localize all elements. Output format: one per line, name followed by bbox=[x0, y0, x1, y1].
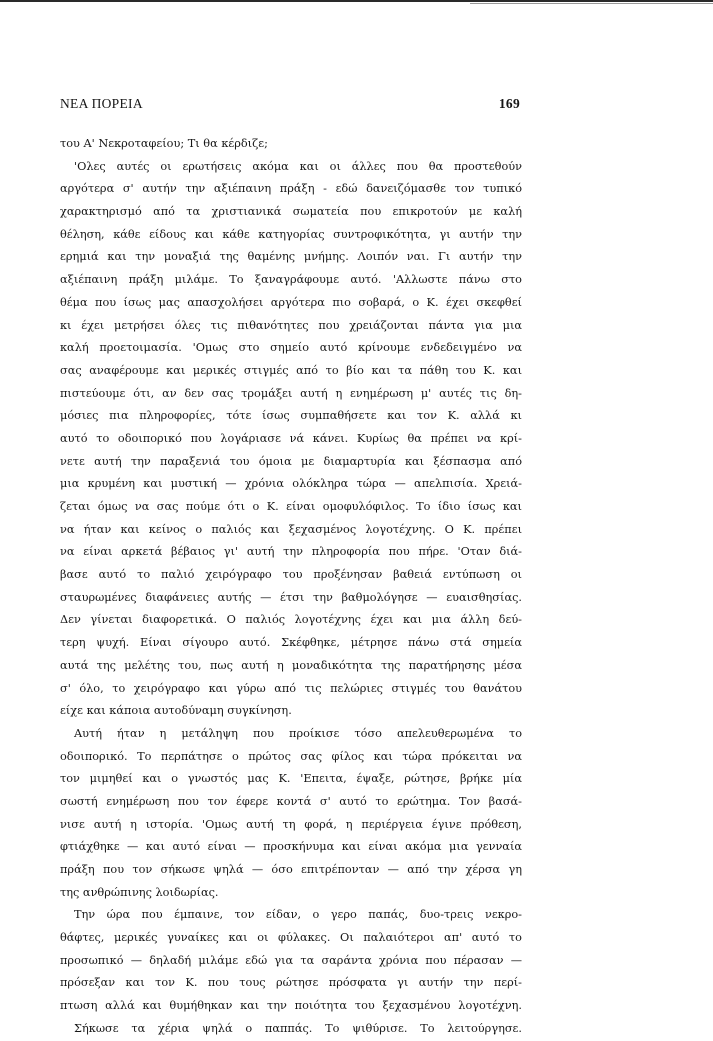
text-line: πράξη που τον σήκωσε ψηλά — όσο επιτρέπονταν — από την χέρσα γη bbox=[60, 863, 522, 876]
text-line: Αυτή ήταν η μετάληψη που προίκισε τόσο απελευθερωμένα το bbox=[74, 726, 522, 740]
text-line: να είναι αρκετά βέβαιος γι' αυτή την πληροφορία που πήρε. 'Οταν διά- bbox=[60, 545, 522, 559]
text-line: χαρακτηρισμό από τα χριστιανικά σωματεία που επικροτούν με καλή bbox=[60, 205, 522, 219]
page-number: 169 bbox=[498, 96, 520, 111]
text-line: Σήκωσε τα χέρια ψηλά ο παππάς. Το ψιθύρισε. Το λειτούργησε. bbox=[74, 1021, 522, 1035]
text-line: καλή προετοιμασία. 'Ομως στο σημείο αυτό κρίνουμε ενδεδειγμένο να bbox=[60, 341, 522, 355]
text-line: σωστή ενημέρωση που τον έφερε κοντά σ' αυτό το ερώτημα. Τον βασά- bbox=[60, 794, 522, 808]
text-line: θάφτες, μερικές γυναίκες και οι φύλακες. Οι παλαιότεροι απ' αυτό το bbox=[60, 931, 522, 945]
text-line: οδοιπορικό. Το περπάτησε ο πρώτος σας φίλος και τώρα πρόκειται να bbox=[60, 749, 522, 763]
scan-top-edge bbox=[0, 0, 713, 2]
page-header bbox=[60, 96, 520, 114]
text-line: αργότερα σ' αυτήν την αξιέπαινη πράξη - εδώ δανειζόμασθε τον τυπικό bbox=[60, 182, 522, 196]
text-line: πρόσεξαν και τον Κ. που τους ρώτησε πρόσφατα γι αυτήν την περί- bbox=[60, 976, 522, 990]
text-line: της ανθρώπινης λοιδωρίας. bbox=[60, 885, 219, 899]
text-line: σας αναφέρουμε και μερικές στιγμές από το βίο και τα πάθη του Κ. και bbox=[60, 363, 522, 377]
text-line: κι έχει μετρήσει όλες τις πιθανότητες που χρειάζονται πάντα για μια bbox=[60, 318, 522, 332]
text-line: μια κρυμένη και μυστική — χρόνια ολόκληρα τώρα — απελπισία. Χρειά- bbox=[60, 477, 522, 491]
text-line: σ' όλο, το χειρόγραφο και γύρω από τις πελώριες στιγμές του θανάτου bbox=[60, 681, 522, 695]
text-line: Την ώρα που έμπαινε, τον είδαν, ο γερο παπάς, δυο-τρεις νεκρο- bbox=[74, 908, 522, 922]
text-line: ερημιά και την μοναξιά της θαμένης μνήμης. Λοιπόν ναι. Γι αυτήν την bbox=[60, 250, 522, 264]
text-line: αξιέπαινη πράξη μιλάμε. Το ξαναγράφουμε αυτό. 'Αλλωστε πάνω στο bbox=[60, 273, 522, 287]
text-line: μόσιες πια πληροφορίες, τότε ίσως συμπαθήσετε και τον Κ. αλλά κι bbox=[60, 409, 522, 423]
text-line: φτιάχθηκε — και αυτό είναι — προσκήνυμα και είναι ακόμα μια γενναία bbox=[60, 840, 522, 854]
text-line: θέμα που ίσως μας απασχολήσει αργότερα πιο σοβαρά, ο Κ. έχει σκεφθεί bbox=[60, 295, 522, 309]
text-line: να ήταν και κείνος ο παλιός και ξεχασμένος λογοτέχνης. Ο Κ. πρέπει bbox=[60, 522, 522, 536]
text-line: πτωση αλλά και θυμήθηκαν και την ποιότητα του ξεχασμένου λογοτέχνη. bbox=[60, 999, 522, 1013]
running-head: ΝΕΑ ΠΟΡΕΙΑ bbox=[60, 96, 143, 111]
text-line: τερη ψυχή. Είναι σίγουρο αυτό. Σκέφθηκε, μέτρησε πάνω στά σημεία bbox=[60, 636, 522, 650]
text-line: βασε αυτό το παλιό χειρόγραφο του προξένησαν βαθειά εντύπωση οι bbox=[60, 568, 522, 582]
text-line: του Α' Νεκροταφείου; Τι θα κέρδιζε; bbox=[60, 137, 268, 150]
text-line: προσωπικό — δηλαδή μιλάμε εδώ για τα σαράντα χρόνια που πέρασαν — bbox=[60, 953, 522, 967]
text-line: 'Ολες αυτές οι ερωτήσεις ακόμα και οι άλλες που θα προστεθούν bbox=[74, 159, 522, 173]
text-line: πιστεύουμε ότι, αν δεν σας τρομάξει αυτή η ενημέρωση μ' αυτές τις δη- bbox=[60, 386, 522, 400]
text-line: νετε αυτή την παραξενιά του όμοια με διαμαρτυρία και ξέσπασμα από bbox=[60, 454, 522, 468]
text-line: ζεται όμως να σας πούμε ότι ο Κ. είναι ομοφυλόφιλος. Το ίδιο ίσως και bbox=[60, 500, 522, 513]
text-line: Δεν γίνεται διαφορετικά. Ο παλιός λογοτέχνης έχει και μια άλλη δεύ- bbox=[60, 613, 522, 627]
body-text bbox=[60, 133, 522, 1041]
text-line: νισε αυτή η ιστορία. 'Ομως αυτή τη φορά, η περιέργεια έγινε πρόθεση, bbox=[60, 817, 522, 831]
scan-top-edge-faint bbox=[470, 3, 713, 4]
text-line: αυτό το οδοιπορικό που λογάριασε νά κάνει. Κυρίως θα πρέπει να κρί- bbox=[60, 431, 522, 445]
text-line: θέληση, κάθε είδους και κάθε κατηγορίας συντροφικότητα, γι αυτήν την bbox=[60, 227, 522, 241]
text-line: σταυρωμένες διαφάνειες αυτής — έτσι την βαθμολόγησε — ευαισθησίας. bbox=[60, 590, 522, 604]
text-line: αυτά της μελέτης του, πως αυτή η μοναδικότητα της παρατήρησης μέσα bbox=[60, 658, 522, 672]
text-line: τον μιμηθεί και ο γνωστός μας Κ. 'Επειτα, έψαξε, ρώτησε, βρήκε μία bbox=[60, 772, 522, 786]
text-line: είχε και κάποια αυτοδύναμη συγκίνηση. bbox=[60, 704, 292, 718]
